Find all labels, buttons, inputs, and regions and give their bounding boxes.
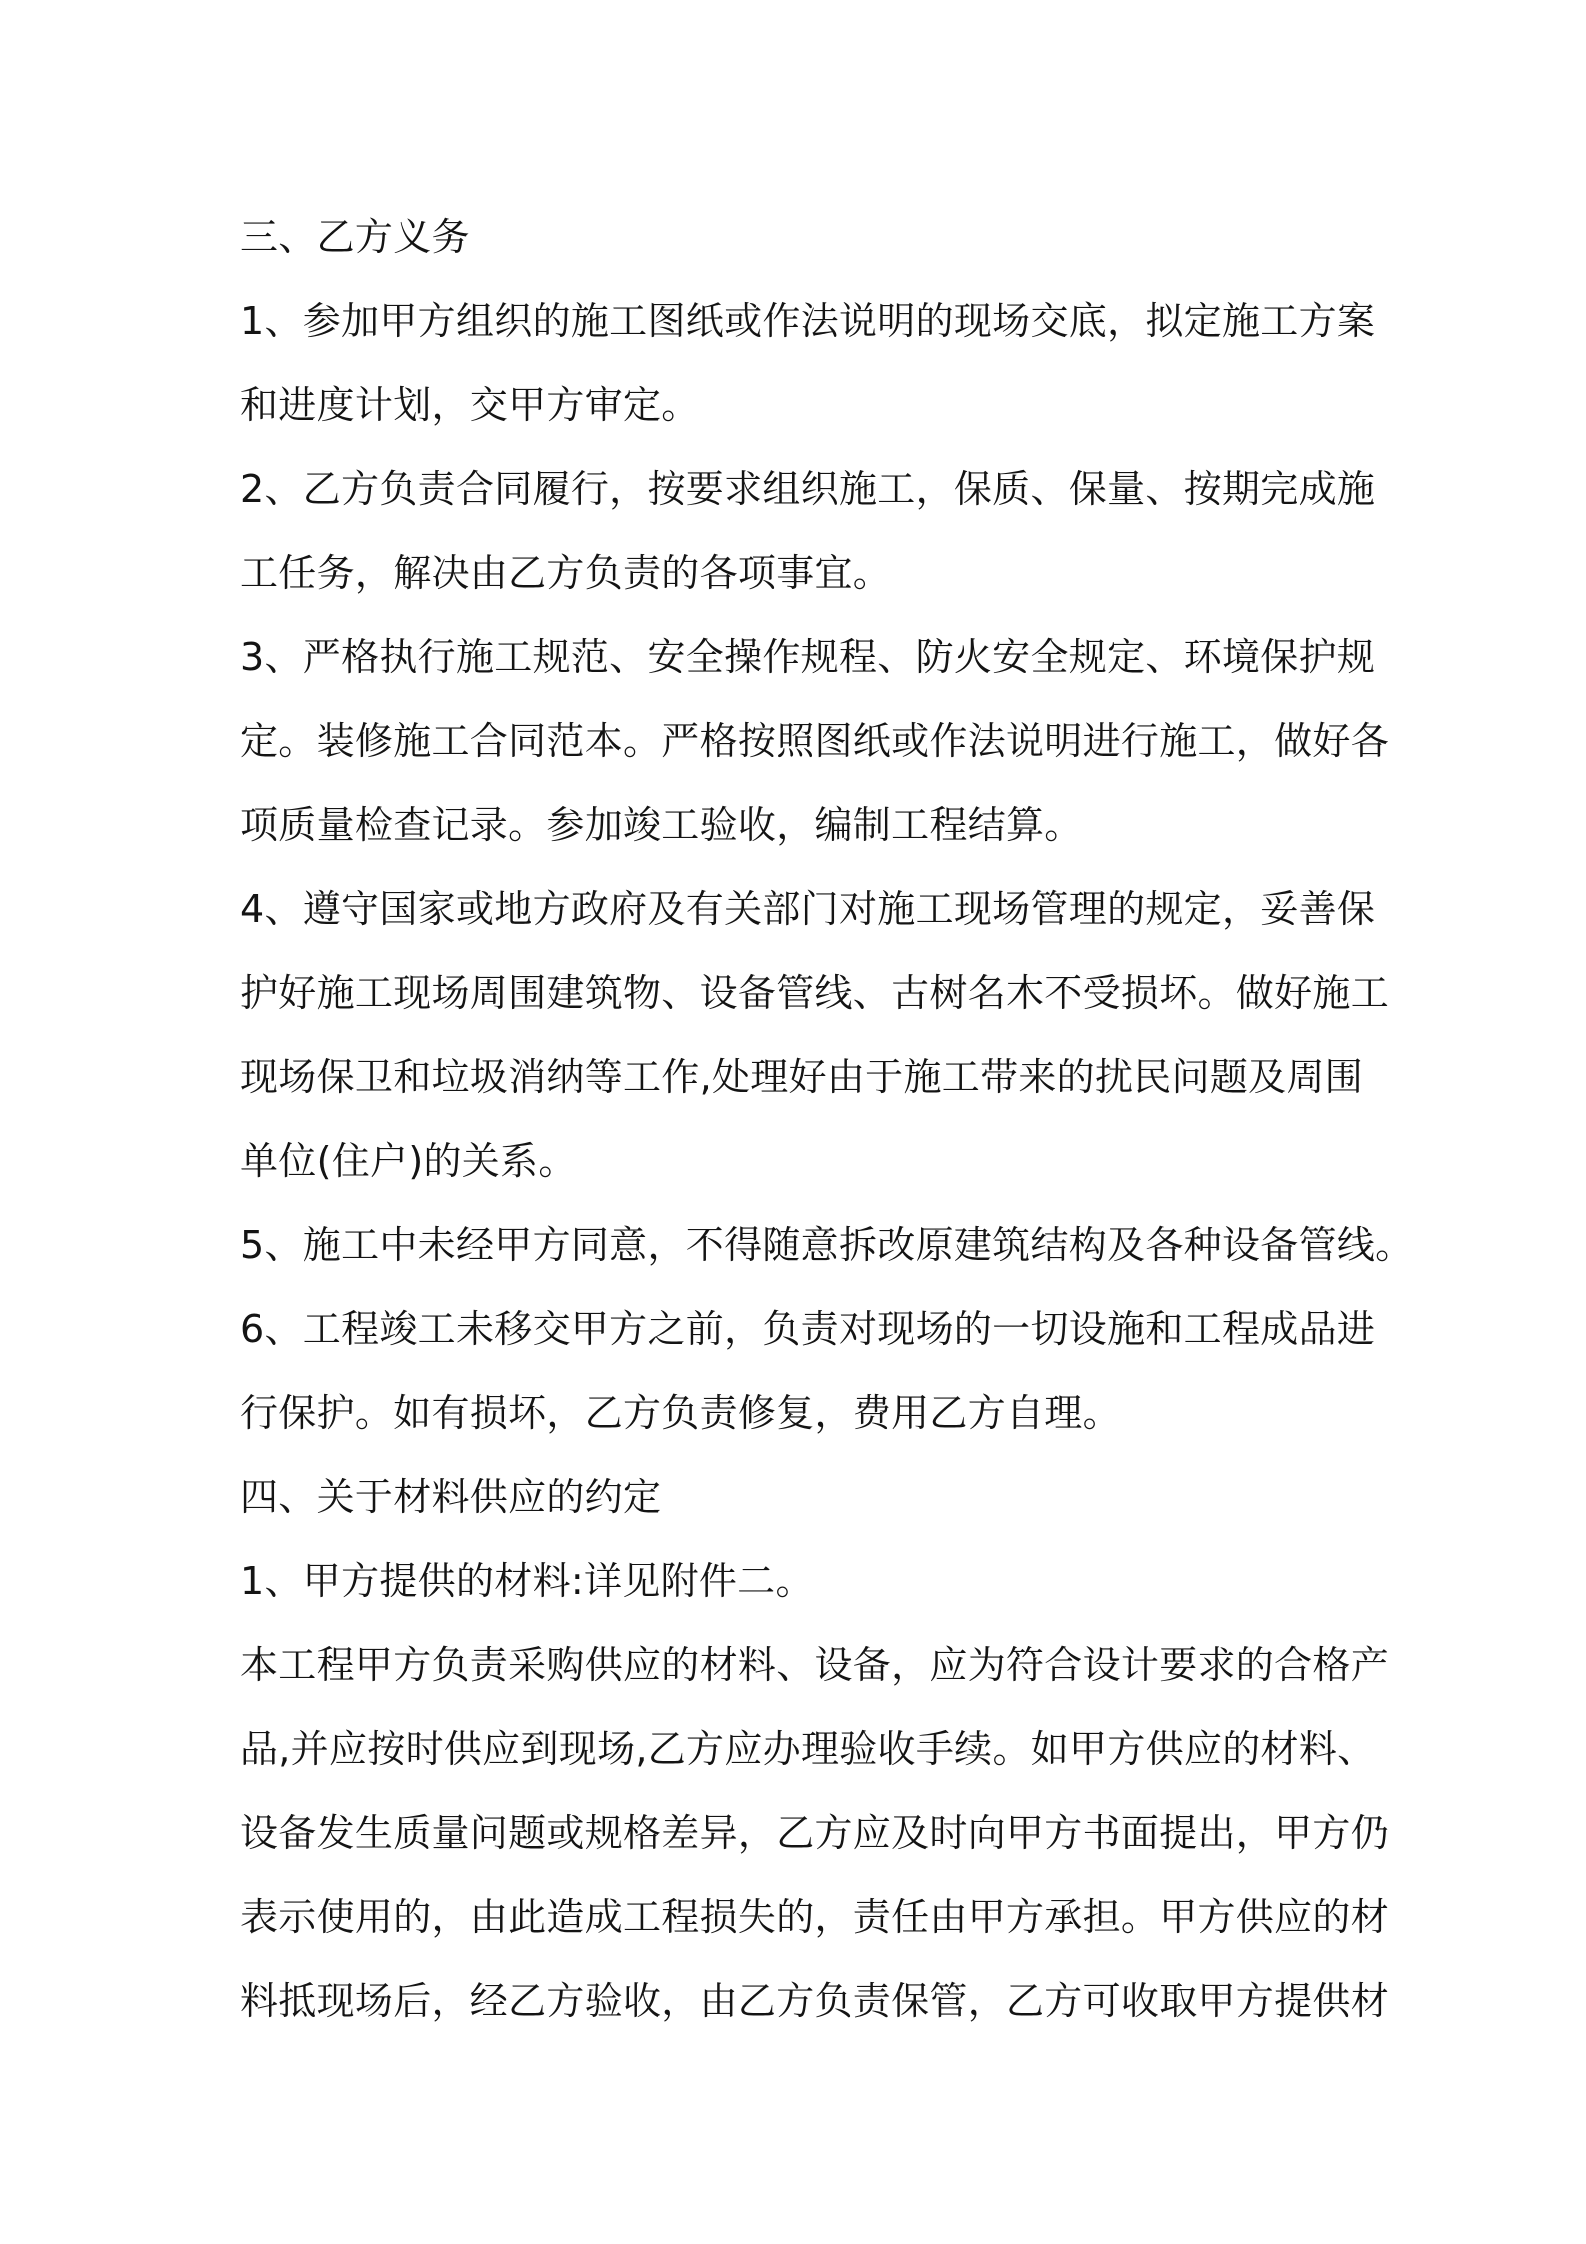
paragraph-line: 1、参加甲方组织的施工图纸或作法说明的现场交底，拟定施工方案: [240, 299, 1376, 343]
paragraph-line: 6、工程竣工未移交甲方之前，负责对现场的一切设施和工程成品进: [240, 1307, 1376, 1351]
paragraph-line: 4、遵守国家或地方政府及有关部门对施工现场管理的规定，妥善保: [240, 887, 1376, 931]
paragraph-line: 5、施工中未经甲方同意，不得随意拆改原建筑结构及各种设备管线。: [240, 1223, 1414, 1267]
paragraph-line: 和进度计划，交甲方审定。: [240, 383, 700, 427]
paragraph-line: 料抵现场后，经乙方验收，由乙方负责保管，乙方可收取甲方提供材: [240, 1979, 1390, 2023]
section-heading-material-supply: 四、关于材料供应的约定: [240, 1475, 662, 1519]
paragraph-line: 现场保卫和垃圾消纳等工作,处理好由于施工带来的扰民问题及周围: [240, 1055, 1364, 1099]
paragraph-line: 工任务，解决由乙方负责的各项事宜。: [240, 551, 892, 595]
paragraph-line: 定。装修施工合同范本。严格按照图纸或作法说明进行施工，做好各: [240, 719, 1390, 763]
paragraph-line: 本工程甲方负责采购供应的材料、设备，应为符合设计要求的合格产: [240, 1643, 1390, 1687]
paragraph-line: 单位(住户)的关系。: [240, 1139, 577, 1183]
paragraph-line: 表示使用的，由此造成工程损失的，责任由甲方承担。甲方供应的材: [240, 1895, 1390, 1939]
paragraph-line: 设备发生质量问题或规格差异，乙方应及时向甲方书面提出，甲方仍: [240, 1811, 1390, 1855]
paragraph-line: 项质量检查记录。参加竣工验收，编制工程结算。: [240, 803, 1083, 847]
paragraph-line: 3、严格执行施工规范、安全操作规程、防火安全规定、环境保护规: [240, 635, 1376, 679]
paragraph-line: 行保护。如有损坏，乙方负责修复，费用乙方自理。: [240, 1391, 1121, 1435]
paragraph-line: 1、甲方提供的材料:详见附件二。: [240, 1559, 814, 1603]
paragraph-line: 2、乙方负责合同履行，按要求组织施工，保质、保量、按期完成施: [240, 467, 1376, 511]
paragraph-line: 品,并应按时供应到现场,乙方应办理验收手续。如甲方供应的材料、: [240, 1727, 1376, 1771]
section-heading-party-b-obligations: 三、乙方义务: [240, 215, 470, 259]
paragraph-line: 护好施工现场周围建筑物、设备管线、古树名木不受损坏。做好施工: [240, 971, 1390, 1015]
document-body: [240, 195, 1414, 2043]
